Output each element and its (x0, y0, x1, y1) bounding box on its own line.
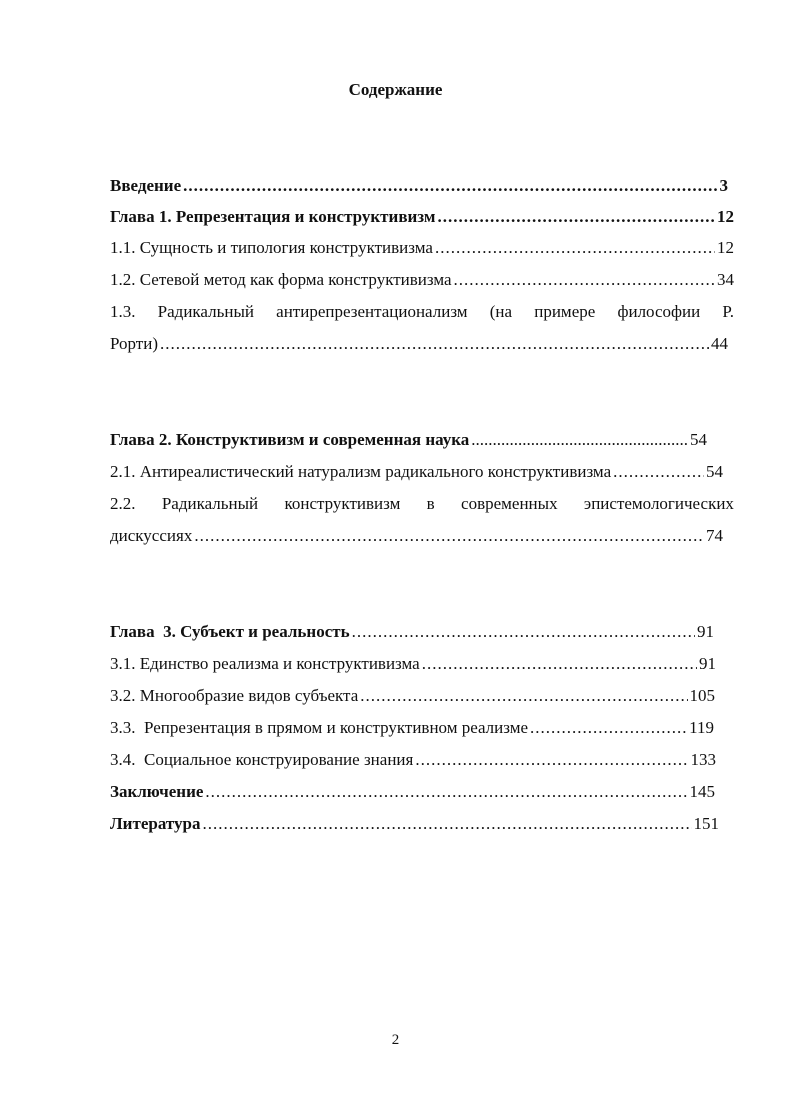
toc-word: в (426, 494, 435, 513)
dot-leader (530, 718, 687, 738)
dot-leader (613, 462, 704, 482)
dot-leader (471, 430, 688, 450)
dot-leader (352, 622, 695, 642)
toc-page: 12 (717, 238, 734, 257)
page-number: 2 (391, 1032, 400, 1048)
toc-entry-2-1[interactable] (110, 462, 723, 482)
toc-entry-chapter-2[interactable] (110, 430, 707, 450)
toc-label: 1.2. Сетевой метод как форма конструктивизма (110, 270, 452, 289)
toc-label: Глава 1. Репрезентация и конструктивизм (110, 207, 436, 226)
toc-word: Радикальный (161, 494, 259, 513)
toc-label: 3.1. Единство реализма и конструктивизма (110, 654, 420, 673)
toc-entry-chapter-3[interactable] (110, 622, 714, 642)
toc-page: 119 (689, 718, 714, 737)
toc-page: 74 (706, 526, 723, 545)
toc-label: 2.1. Антиреалистический натурализм радикального конструктивизма (110, 462, 612, 481)
toc-page: 44 (711, 334, 728, 353)
toc-page: 12 (717, 207, 734, 226)
toc-word: конструктивизм (284, 494, 401, 513)
toc-entry-literature[interactable] (110, 814, 719, 834)
toc-page: 105 (689, 686, 715, 705)
dot-leader (435, 238, 715, 258)
toc-page: 54 (690, 430, 707, 449)
toc-word: эпистемологических (583, 494, 734, 513)
page-title: Содержание (348, 80, 443, 99)
toc-entry-1-3-continued[interactable] (110, 334, 728, 354)
toc-word: 1.3. (110, 302, 136, 321)
toc-word: Р. (722, 302, 734, 321)
toc-word: антирепрезентационализм (276, 302, 468, 321)
toc-label: 3.2. Многообразие видов субъекта (110, 686, 359, 705)
toc-entry-2-2[interactable] (110, 494, 734, 514)
toc-word: примере (534, 302, 596, 321)
toc-entry-1-1[interactable] (110, 238, 734, 258)
toc-entry-chapter-1[interactable] (110, 207, 734, 227)
toc-label: Введение (110, 176, 182, 195)
toc-label: Глава 3. Субъект и реальность (110, 622, 350, 641)
toc-label: Заключение (110, 782, 204, 801)
toc-label: 1.1. Сущность и типология конструктивизма (110, 238, 433, 257)
toc-word: философии (617, 302, 701, 321)
dot-leader (202, 814, 691, 834)
toc-word: Радикальный (157, 302, 254, 321)
toc-page: 91 (697, 622, 714, 641)
toc-label: 3.3. Репрезентация в прямом и конструктивном реализме (110, 718, 529, 737)
toc-label: Глава 2. Конструктивизм и современная наука (110, 430, 470, 449)
toc-label: дискуссиях (110, 526, 193, 545)
toc-entry-intro[interactable] (110, 176, 728, 196)
dot-leader (415, 750, 688, 770)
toc-entry-3-1[interactable] (110, 654, 716, 674)
dot-leader (205, 782, 687, 802)
dot-leader (183, 176, 717, 196)
toc-page: 151 (693, 814, 719, 833)
toc-word: (на (489, 302, 513, 321)
toc-page: 3 (719, 176, 728, 195)
dot-leader (360, 686, 687, 706)
dot-leader (437, 207, 715, 227)
toc-page: 145 (689, 782, 715, 801)
toc-page: 34 (717, 270, 734, 289)
dot-leader (160, 334, 709, 354)
toc-entry-conclusion[interactable] (110, 782, 715, 802)
toc-page: 133 (690, 750, 716, 769)
toc-label: 3.4. Социальное конструирование знания (110, 750, 414, 769)
toc-word: 2.2. (110, 494, 136, 513)
toc-entry-1-3[interactable] (110, 302, 734, 322)
toc-label: Литература (110, 814, 201, 833)
toc-entry-2-2-continued[interactable] (110, 526, 723, 546)
toc-entry-3-4[interactable] (110, 750, 716, 770)
toc-entry-3-3[interactable] (110, 718, 714, 738)
toc-entry-3-2[interactable] (110, 686, 715, 706)
toc-page: 91 (699, 654, 716, 673)
dot-leader (422, 654, 697, 674)
dot-leader (454, 270, 715, 290)
toc-word: современных (461, 494, 558, 513)
toc-page: 54 (706, 462, 723, 481)
toc-label: Рорти) (110, 334, 158, 353)
toc-entry-1-2[interactable] (110, 270, 734, 290)
dot-leader (194, 526, 704, 546)
